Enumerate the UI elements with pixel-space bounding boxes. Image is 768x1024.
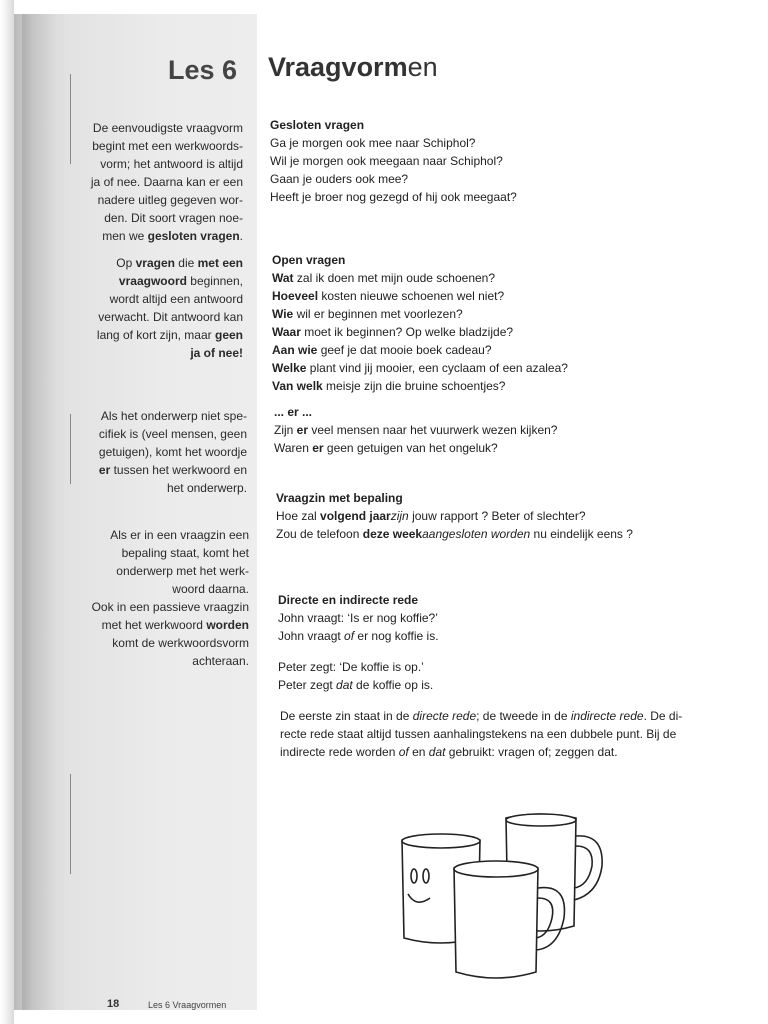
text-run: ; de tweede in de bbox=[476, 709, 571, 723]
text-run: die bbox=[174, 256, 198, 270]
page-title bbox=[268, 52, 438, 83]
text-run: verwacht. Dit antwoord kan bbox=[98, 310, 243, 324]
text-run: begint met een werkwoords- bbox=[92, 139, 243, 153]
text-run: De eerste zin staat in de bbox=[280, 709, 413, 723]
section-vraagzin-met-bepaling bbox=[276, 489, 633, 543]
coffee-mugs-icon bbox=[398, 808, 618, 988]
text-line bbox=[60, 407, 247, 425]
text-line bbox=[60, 634, 249, 652]
bold-text: gesloten vragen bbox=[147, 229, 240, 243]
bold-text: Hoeveel bbox=[272, 289, 319, 303]
text-run: Als er in een vraagzin een bbox=[110, 528, 249, 542]
text-run: meisje zijn die bruine schoentjes? bbox=[322, 379, 506, 393]
text-line bbox=[280, 707, 720, 725]
text-run: bepaling staat, komt het bbox=[121, 546, 249, 560]
section-heading: Vraagzin met bepaling bbox=[276, 491, 403, 505]
page-number: 18 bbox=[107, 998, 120, 1010]
text-run: Hoe zal bbox=[276, 509, 321, 523]
text-run: cifiek is (veel mensen, geen bbox=[98, 427, 247, 441]
text-run: plant vind jij mooier, een cyclaam of een azalea? bbox=[306, 361, 568, 375]
bold-text: Van welk bbox=[272, 379, 323, 393]
text-line bbox=[272, 323, 568, 341]
italic-text: of bbox=[344, 629, 355, 643]
text-run: Zou de telefoon bbox=[276, 527, 363, 541]
text-run: ja of nee. Daarna kan er een bbox=[90, 175, 243, 189]
bold-text: geen bbox=[214, 328, 243, 342]
italic-text: directe rede bbox=[412, 709, 477, 723]
text-run: wordt altijd een antwoord bbox=[109, 292, 243, 306]
section-open-vragen bbox=[272, 251, 568, 395]
section-rede-explanation bbox=[280, 707, 720, 761]
text-run: wil er beginnen met voorlezen? bbox=[293, 307, 463, 321]
text-run: getuigen), komt het woordje bbox=[98, 445, 247, 459]
text-line bbox=[280, 743, 720, 761]
text-line bbox=[60, 137, 243, 155]
text-run: onderwerp met het werk- bbox=[116, 564, 249, 578]
bold-text: Wie bbox=[272, 307, 294, 321]
text-line bbox=[60, 544, 249, 562]
text-line bbox=[276, 525, 633, 543]
text-run: vorm; het antwoord is altijd bbox=[100, 157, 243, 171]
text-run: en bbox=[408, 745, 429, 759]
text-run: . De di- bbox=[643, 709, 683, 723]
text-line bbox=[60, 119, 243, 137]
text-line bbox=[60, 308, 243, 326]
text-run: geen getuigen van het ongeluk? bbox=[323, 441, 498, 455]
text-line bbox=[60, 155, 243, 173]
section-heading: Gesloten vragen bbox=[270, 118, 365, 132]
text-run: de koffie op is. bbox=[352, 678, 434, 692]
text-run: men we bbox=[102, 229, 148, 243]
text-line bbox=[278, 609, 439, 627]
text-line bbox=[60, 598, 249, 616]
text-line bbox=[60, 344, 243, 362]
section-heading: ... er ... bbox=[274, 405, 313, 419]
text-line bbox=[270, 134, 517, 152]
margin-note-er bbox=[60, 407, 247, 497]
italic-text: aangesloten worden bbox=[422, 527, 531, 541]
text-line bbox=[274, 439, 557, 457]
text-line bbox=[280, 725, 720, 743]
text-run: Gaan je ouders ook mee? bbox=[270, 172, 409, 186]
margin-note-open bbox=[60, 254, 243, 362]
text-line bbox=[272, 269, 568, 287]
text-run: Waren bbox=[274, 441, 313, 455]
text-run: moet ik beginnen? Op welke bladzijde? bbox=[300, 325, 514, 339]
bold-text: met een bbox=[197, 256, 243, 270]
book-binding-shadow bbox=[22, 14, 56, 1010]
text-run: tussen het werkwoord en bbox=[110, 463, 247, 477]
text-run: indirecte rede worden bbox=[280, 745, 399, 759]
text-run: den. Dit soort vragen noe- bbox=[104, 211, 243, 225]
text-line bbox=[270, 188, 517, 206]
italic-text: dat bbox=[428, 745, 446, 759]
text-run: Als het onderwerp niet spe- bbox=[100, 409, 247, 423]
title-main: Vraagvorm bbox=[268, 52, 408, 82]
section-er bbox=[274, 403, 557, 457]
text-run: er nog koffie is. bbox=[354, 629, 439, 643]
text-run: Zijn bbox=[274, 423, 297, 437]
text-line bbox=[60, 254, 243, 272]
text-line bbox=[60, 616, 249, 634]
text-run: Peter zegt: ‘De koffie is op.’ bbox=[278, 660, 424, 674]
text-line bbox=[60, 479, 247, 497]
text-line bbox=[60, 443, 247, 461]
text-line bbox=[60, 272, 243, 290]
text-run: jouw rapport bbox=[408, 509, 482, 523]
lesson-number: Les 6 bbox=[168, 55, 238, 85]
text-run: John vraagt: ‘Is er nog koffie?’ bbox=[278, 611, 438, 625]
text-run: achteraan. bbox=[192, 654, 249, 668]
text-run: John vraagt bbox=[278, 629, 345, 643]
bold-text: er bbox=[98, 463, 111, 477]
bold-text: volgend jaar bbox=[320, 509, 391, 523]
text-run: geef je dat mooie boek cadeau? bbox=[317, 343, 492, 357]
section-rede-examples-2 bbox=[278, 658, 433, 694]
text-line bbox=[60, 290, 243, 308]
text-run: . bbox=[239, 229, 243, 243]
text-line bbox=[270, 170, 517, 188]
text-run: woord daarna. bbox=[172, 582, 249, 596]
bold-text: Wat bbox=[272, 271, 294, 285]
italic-text: of bbox=[398, 745, 409, 759]
text-line bbox=[60, 461, 247, 479]
text-run: komt de werkwoordsvorm bbox=[112, 636, 249, 650]
text-run: Op bbox=[116, 256, 136, 270]
bold-text: er bbox=[312, 441, 324, 455]
text-line bbox=[272, 341, 568, 359]
section-directe-indirecte-rede bbox=[278, 591, 439, 645]
bold-text: Welke bbox=[272, 361, 307, 375]
text-line bbox=[60, 652, 249, 670]
text-line bbox=[60, 227, 243, 245]
text-run: Wil je morgen ook meegaan naar Schiphol? bbox=[270, 154, 503, 168]
text-run: zal ik doen met mijn oude schoenen? bbox=[293, 271, 496, 285]
text-run: kosten nieuwe schoenen wel niet? bbox=[318, 289, 505, 303]
text-run: veel mensen naar het vuurwerk wezen kijken? bbox=[308, 423, 558, 437]
bold-text: worden bbox=[206, 618, 249, 632]
text-line bbox=[60, 562, 249, 580]
bold-text: Waar bbox=[272, 325, 301, 339]
italic-text: zijn bbox=[390, 509, 409, 523]
text-line bbox=[276, 507, 633, 525]
page-edge bbox=[0, 0, 14, 1024]
text-line bbox=[60, 526, 249, 544]
text-run: gebruikt: vragen of; zeggen dat. bbox=[445, 745, 618, 759]
margin-note-gesloten bbox=[60, 119, 243, 245]
text-run: recte rede staat altijd tussen aanhalingstekens na een dubbele punt. Bij de bbox=[280, 727, 677, 741]
text-line bbox=[270, 152, 517, 170]
text-run: Peter zegt bbox=[278, 678, 337, 692]
text-line bbox=[272, 305, 568, 323]
text-line bbox=[60, 425, 247, 443]
text-run: Ga je morgen ook mee naar Schiphol? bbox=[270, 136, 476, 150]
text-run: nadere uitleg gegeven wor- bbox=[97, 193, 243, 207]
text-run: het onderwerp. bbox=[166, 481, 247, 495]
text-run: Heeft je broer nog gezegd of hij ook meegaat? bbox=[270, 190, 517, 204]
text-run: ? bbox=[626, 527, 633, 541]
text-run: lang of kort zijn, maar bbox=[96, 328, 215, 342]
bold-text: vraagwoord bbox=[118, 274, 187, 288]
text-line bbox=[60, 580, 249, 598]
text-run: De eenvoudigste vraagvorm bbox=[92, 121, 243, 135]
bold-text: deze week bbox=[362, 527, 423, 541]
text-line bbox=[278, 676, 433, 694]
text-run: nu eindelijk eens bbox=[530, 527, 627, 541]
italic-text: dat bbox=[336, 678, 353, 692]
text-run: met het werkwoord bbox=[101, 618, 207, 632]
bold-text: Aan wie bbox=[272, 343, 318, 357]
italic-text: indirecte rede bbox=[570, 709, 644, 723]
text-run: Ook in een passieve vraagzin bbox=[91, 600, 249, 614]
text-line bbox=[60, 191, 243, 209]
text-line bbox=[274, 421, 557, 439]
bold-text: er bbox=[296, 423, 309, 437]
text-line bbox=[60, 326, 243, 344]
margin-note-bepaling bbox=[60, 526, 249, 670]
text-run: beginnen, bbox=[186, 274, 243, 288]
binding-mark bbox=[70, 774, 71, 874]
title-end: en bbox=[407, 52, 438, 82]
text-line bbox=[60, 209, 243, 227]
text-line bbox=[272, 287, 568, 305]
text-line bbox=[272, 359, 568, 377]
text-line bbox=[278, 627, 439, 645]
section-gesloten-vragen bbox=[270, 116, 517, 206]
section-heading: Open vragen bbox=[272, 253, 346, 267]
running-head: Les 6 Vraagvormen bbox=[148, 1000, 227, 1010]
text-run: ? Beter of slechter? bbox=[481, 509, 586, 523]
section-heading: Directe en indirecte rede bbox=[278, 593, 419, 607]
text-line bbox=[60, 173, 243, 191]
text-line bbox=[278, 658, 433, 676]
bold-text: vragen bbox=[135, 256, 175, 270]
text-line bbox=[272, 377, 568, 395]
bold-text: ja of nee! bbox=[190, 346, 243, 360]
